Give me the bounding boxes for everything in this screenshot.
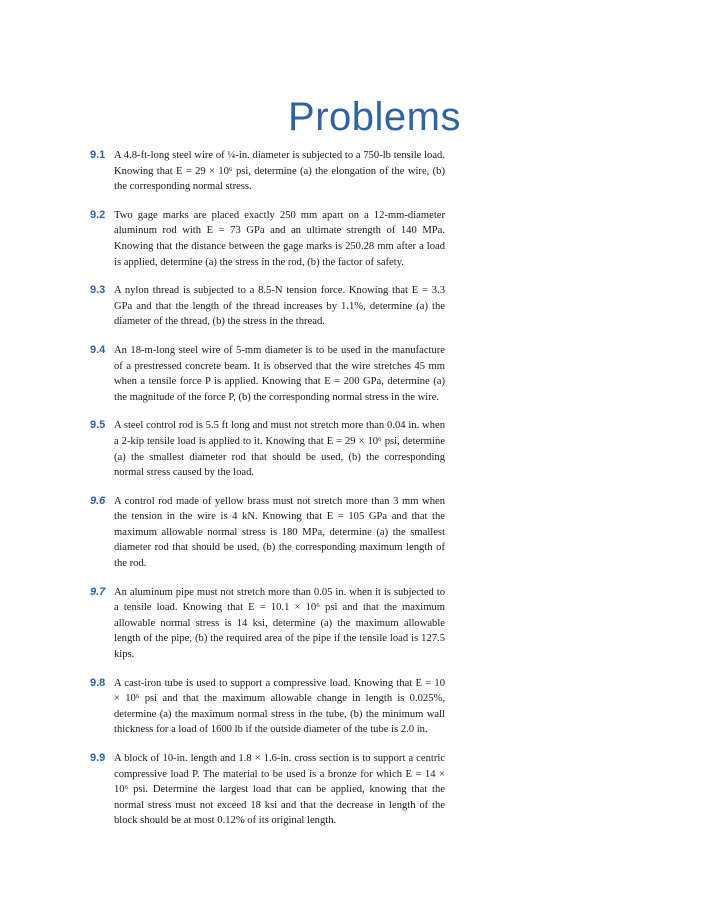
problem-9-1	[90, 148, 445, 195]
problem-9-4	[90, 343, 445, 405]
problem-text: A steel control rod is 5.5 ft long and must not stretch more than 0.04 in. when a 2-kip tensile load is applied to it. Knowing that E = 29 × 10⁶ psi, determine (a) the smallest diameter rod that should be used, (b) the corresponding normal stress caused by the load.	[114, 420, 445, 479]
problem-text: A control rod made of yellow brass must not stretch more than 3 mm when the tension in the wire is 4 kN. Knowing that E = 105 GPa and that the maximum allowable normal stress is 180 MPa, determine (a) the smallest diameter rod that should be used, (b) the corresponding maximum length of the rod.	[114, 495, 445, 570]
problem-number: 9.7	[90, 585, 106, 598]
problem-text: Two gage marks are placed exactly 250 mm apart on a 12-mm-diameter aluminum rod with E = 73 GPa and an ultimate strength of 140 MPa. Knowing that the distance between the gage marks is 250.28 mm after a load is applied, determine (a) the stress in the rod, (b) the factor of safety.	[114, 209, 445, 268]
problem-text: An 18-m-long steel wire of 5-mm diameter is to be used in the manufacture of a prestressed concrete beam. It is observed that the wire stretches 45 mm when a tensile force P is applied. Knowing that E = 200 GPa, determine (a) the magnitude of the force P, (b) the corresponding normal stress in the wire.	[114, 344, 445, 403]
problem-list	[90, 148, 445, 842]
problem-text: A block of 10-in. length and 1.8 × 1.6-in. cross section is to support a centric compressive load P. The material to be used is a bronze for which E = 14 × 10⁶ psi. Determine the largest load that can be applied, knowing that the normal stress must not exceed 18 ksi and that the decrease in length of the block should be at most 0.12% of its original length.	[114, 753, 445, 827]
problem-text: A nylon thread is subjected to a 8.5-N tension force. Knowing that E = 3.3 GPa and that the length of the thread increases by 1.1%, determine (a) the diameter of the thread, (b) the stress in the thread.	[114, 285, 445, 328]
problem-number: 9.5	[90, 419, 106, 432]
problem-9-3	[90, 283, 445, 330]
problem-9-6	[90, 494, 445, 572]
problem-text: An aluminum pipe must not stretch more than 0.05 in. when it is subjected to a tensile load. Knowing that E = 10.1 × 10⁶ psi and that the maximum allowable normal stress is 14 ksi, determine (a) the maximum allowable length of the pipe, (b) the required area of the pipe if the tensile load is 127.5 kips.	[114, 586, 445, 661]
problem-9-8	[90, 676, 445, 738]
problem-9-5	[90, 418, 445, 480]
problem-number: 9.4	[90, 343, 106, 356]
problem-text: A cast-iron tube is used to support a compressive load. Knowing that E = 10 × 10⁶ psi and that the maximum allowable change in length is 0.025%, determine (a) the maximum normal stress in the tube, (b) the minimum wall thickness for a load of 1600 lb if the outside diameter of the tube is 2.0 in.	[114, 677, 445, 736]
problem-number: 9.8	[90, 676, 106, 689]
problem-number: 9.3	[90, 284, 106, 297]
problem-9-2	[90, 208, 445, 270]
problem-9-9	[90, 751, 445, 829]
problem-number: 9.1	[90, 149, 106, 161]
problem-number: 9.6	[90, 494, 106, 507]
problem-number: 9.2	[90, 208, 106, 221]
problem-9-7	[90, 585, 445, 663]
problem-text: A 4.8-ft-long steel wire of ¼-in. diameter is subjected to a 750-lb tensile load. Knowing that E = 29 × 10⁶ psi, determine (a) the elongation of the wire, (b) the corresponding normal stress.	[114, 150, 445, 193]
page-title: Problems	[288, 94, 461, 139]
problem-number: 9.9	[90, 752, 106, 764]
